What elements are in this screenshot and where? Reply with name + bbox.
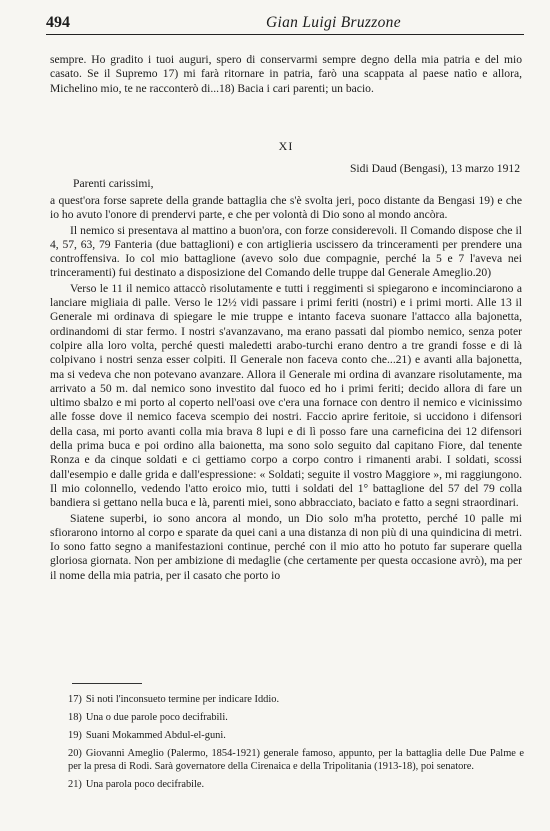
footnote-number: 21) bbox=[68, 779, 82, 790]
footnote-number: 17) bbox=[68, 694, 82, 705]
running-title: Gian Luigi Bruzzone bbox=[266, 14, 401, 31]
letter-paragraph: Verso le 11 il nemico attaccò risolutamente e tutti i reggimenti si spiegarono e incominciarono a lanciare migliaia di palle. Verso le 12½ vidi passare i primi feriti (nostri) e i primi morti. Alle 13 il Generale mi ordinava di spiegare le mie truppe e intanto faceva suonare l'attacco alla bajonetta, ordinandomi di star fermo. I nostri s'avanzavano, ma erano passati dal piombo nemico, senza poter colpire alla loro volta, perché questi maledetti arabo-turchi erano dentro a tre grandi fosse e di là colpivano i nostri senza esser colpiti. Il Generale non faceva conto che...21) e avanti alla bajonetta, ma si vedeva che non potevano avanzare. Allora il Generale mi ordina di avanzare risolutamente, ma arrivato a 50 m. dal nemico sono investito dal fuoco ed ho i primi feriti; decido allora di fare un ultimo sbalzo e mi porto al coperto nell'oasi ove c'era una fornace con dentro il nemico e vicinissimo alle fosse dove il nemico faceva scempio dei nostri. Faccio aprire feritoie, si uccidono i difensori della casa, mi porto avanti colla mia brava 8 lupi e di lì posso fare una carneficina dei 12 difensori della prima buca e poi ordino alla baionetta, ma sono solo seguito dal capitano Fiore, dal tenente Ronza e da cinque soldati e ci gettiamo corpo a corpo contro i rimanenti arabi. I soldati, scossi dall'esempio e dalle grida e dall'espressione: « Soldati; seguite il vostro Maggiore », mi raggiungono. Il mio colonnello, vedendo l'atto eroico mio, tutti i soldati del 1° battaglione del 57 del 79 colla bandiera si gettano nella buca e là, parenti miei, sono abbracciato, baciato e fatto a segni straordinari. bbox=[50, 281, 522, 510]
paragraph: sempre. Ho gradito i tuoi auguri, spero di conservarmi sempre degno della mia patria e del mio casato. Se il Supremo 17) mi farà ritornare in patria, farò una scappata al paese natìo e allora, Michelino mio, te ne racconterò di...18) Bacia i cari parenti; un bacio. bbox=[50, 53, 522, 95]
page-number: 494 bbox=[46, 14, 70, 31]
footnote-text: Una o due parole poco decifrabili. bbox=[85, 712, 228, 723]
footnote bbox=[68, 747, 524, 773]
footnote-text: Giovanni Ameglio (Palermo, 1854-1921) generale famoso, appunto, per la battaglia delle Due Palme e per la presa di Rodi. Sarà governatore della Cirenaica e della Tripolitania (1913-18), poi senatore. bbox=[68, 748, 524, 772]
footnote bbox=[68, 693, 524, 706]
footnote bbox=[68, 729, 524, 742]
section-number: XI bbox=[278, 139, 294, 153]
letter-paragraph: Il nemico si presentava al mattino a buon'ora, con forze considerevoli. Il Comando dispose che il 4, 57, 63, 79 Fanteria (due battaglioni) e con artiglieria uscissero da trinceramenti per prendere una controffensiva. Io col mio battaglione (avevo solo due compagnie, perché la 5 e 7 l'aveva nei trinceramenti) fui destinato a disposizione del Comando delle truppe dal Generale Ameglio.20) bbox=[50, 223, 522, 280]
footnote-number: 20) bbox=[68, 748, 82, 759]
footnote-separator bbox=[72, 683, 142, 684]
letter-paragraph: a quest'ora forse saprete della grande battaglia che s'è svolta jeri, poco distante da Bengasi 19) e che io ho avuto l'onore di prendervi parte, e che per volontà di Dio sono al mondo ancòra. bbox=[50, 194, 522, 222]
footnote-text: Una parola poco decifrabile. bbox=[85, 779, 205, 790]
footnote-number: 18) bbox=[68, 712, 82, 723]
page-header bbox=[46, 14, 524, 35]
footnote bbox=[68, 778, 524, 791]
footnotes bbox=[68, 693, 524, 796]
footnote bbox=[68, 711, 524, 724]
footnote-number: 19) bbox=[68, 730, 82, 741]
letter-body bbox=[50, 194, 522, 584]
continued-paragraph bbox=[50, 53, 522, 96]
footnote-text: Suani Mokammed Abdul-el-guni. bbox=[85, 730, 226, 741]
letter-dateline: Sidi Daud (Bengasi), 13 marzo 1912 bbox=[349, 162, 520, 175]
letter-salutation: Parenti carissimi, bbox=[73, 177, 154, 190]
letter-paragraph: Siatene superbi, io sono ancora al mondo, un Dio solo m'ha protetto, perché 10 palle mi sfiorarono intorno al corpo e sparate da quei cani a una distanza di non più di una quindicina di metri. Io sono fatto segno a manifestazioni continue, perché con il mio atto ho potuto far superare quella gloriosa giornata. Non per ambizione di medaglie (che certamente per questa occasione avrò), ma per il nome della mia patria, per il casato che porto io bbox=[50, 511, 522, 582]
footnote-text: Si noti l'inconsueto termine per indicare Iddio. bbox=[85, 694, 280, 705]
